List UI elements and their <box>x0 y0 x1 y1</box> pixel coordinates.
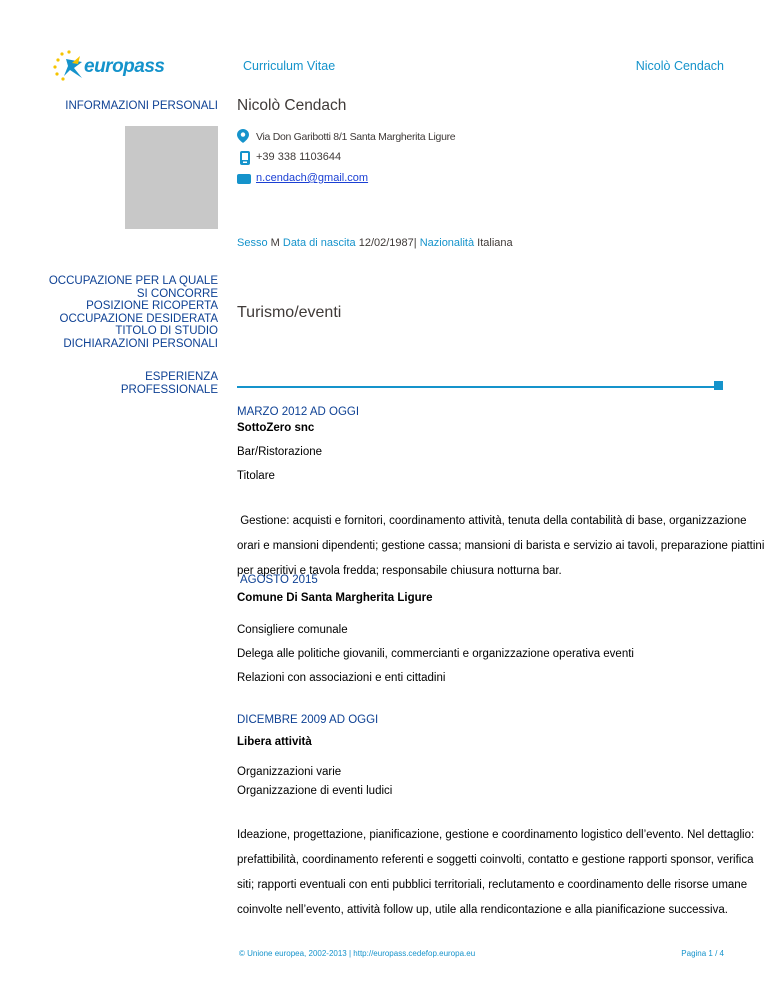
entry-employer: Libera attività <box>237 736 312 748</box>
doc-title: Curriculum Vitae <box>243 59 336 73</box>
entry-detail: Delega alle politiche giovanili, commercianti e organizzazione operativa eventi <box>237 648 634 660</box>
section-divider <box>237 386 716 388</box>
occupation-label-line: POSIZIONE RICOPERTA <box>86 300 218 312</box>
entry-role: Titolare <box>237 470 275 482</box>
photo-placeholder <box>125 126 218 229</box>
entry-date: MARZO 2012 AD OGGI <box>237 406 360 418</box>
entry-description <box>237 798 755 948</box>
footer-copyright: © Unione europea, 2002-2013 | http://europass.cedefop.europa.eu <box>239 949 476 958</box>
sex-value: M <box>270 237 280 249</box>
address: Via Don Garibotti 8/1 Santa Margherita Ligure <box>256 131 456 143</box>
description-line: Ideazione, progettazione, pianificazione, gestione e coordinamento logistico dell’evento. Nel dettaglio: <box>237 829 755 841</box>
description-line: Gestione: acquisti e fornitori, coordinamento attività, tenuta della contabilità di base, organizzazione <box>237 515 747 527</box>
occupation-label-line: TITOLO DI STUDIO <box>115 325 218 337</box>
occupation-label-line: OCCUPAZIONE PER LA QUALE <box>48 275 218 287</box>
entry-role: Consigliere comunale <box>237 624 348 636</box>
description-line: prefattibilità, coordinamento referenti e soggetti coinvolti, contatto e gestione rapporti sponsor, verifica <box>237 854 754 866</box>
description-line: per aperitivi e tavola fredda; responsabile chiusura notturna bar. <box>237 565 562 577</box>
description-line: siti; rapporti eventuali con enti pubblici territoriali, reclutamento e coordinamento delle risorse umane <box>237 879 748 891</box>
europass-logo <box>52 50 165 80</box>
experience-label <box>0 371 218 396</box>
occupation-label-line: SI CONCORRE <box>136 287 218 300</box>
occupation-value: Turismo/eventi <box>237 304 342 321</box>
entry-employer: Comune Di Santa Margherita Ligure <box>237 592 433 604</box>
entry-role: Organizzazioni varie <box>237 766 342 778</box>
email-icon <box>237 174 251 184</box>
birth-value: 12/02/1987| <box>358 237 417 249</box>
personal-details-line <box>237 237 513 249</box>
entry-sector: Bar/Ristorazione <box>237 446 323 458</box>
entry-employer: SottoZero snc <box>237 422 315 434</box>
section-divider-square <box>714 381 723 390</box>
entry-detail: Relazioni con associazioni e enti cittadini <box>237 672 446 684</box>
experience-label-line-2: PROFESSIONALE <box>120 383 218 396</box>
description-line: orari e mansioni dipendenti; gestione cassa; mansioni di barista e servizio ai tavoli, preparazione piattini <box>237 540 765 552</box>
entry-sub-role: Organizzazione di eventi ludici <box>237 785 393 797</box>
phone-number: +39 338 1103644 <box>256 151 342 163</box>
person-name: Nicolò Cendach <box>237 97 347 114</box>
occupation-label-line: OCCUPAZIONE DESIDERATA <box>59 312 218 325</box>
entry-date: AGOSTO 2015 <box>240 574 318 586</box>
sex-label: Sesso <box>237 237 268 249</box>
description-line: coinvolte nell’evento, attività follow up, utile alla rendicontazione e alla pianificazione successiva. <box>237 904 728 916</box>
footer-page-number: Pagina 1 / 4 <box>681 949 724 958</box>
logo-text: europass <box>84 56 165 77</box>
phone-icon <box>240 151 250 165</box>
birth-label: Data di nascita <box>282 237 356 249</box>
header-owner-name: Nicolò Cendach <box>635 59 724 73</box>
entry-date: DICEMBRE 2009 AD OGGI <box>237 714 379 726</box>
occupation-label-line: DICHIARAZIONI PERSONALI <box>63 337 218 350</box>
location-icon <box>237 129 249 143</box>
personal-info-label: INFORMAZIONI PERSONALI <box>65 100 218 112</box>
experience-label-line-1: ESPERIENZA <box>145 371 218 383</box>
nationality-label: Nazionalità <box>419 237 475 249</box>
entry-description <box>237 484 765 609</box>
occupation-labels <box>0 275 218 350</box>
nationality-value: Italiana <box>477 237 513 249</box>
email-link[interactable]: n.cendach@gmail.com <box>256 172 369 184</box>
